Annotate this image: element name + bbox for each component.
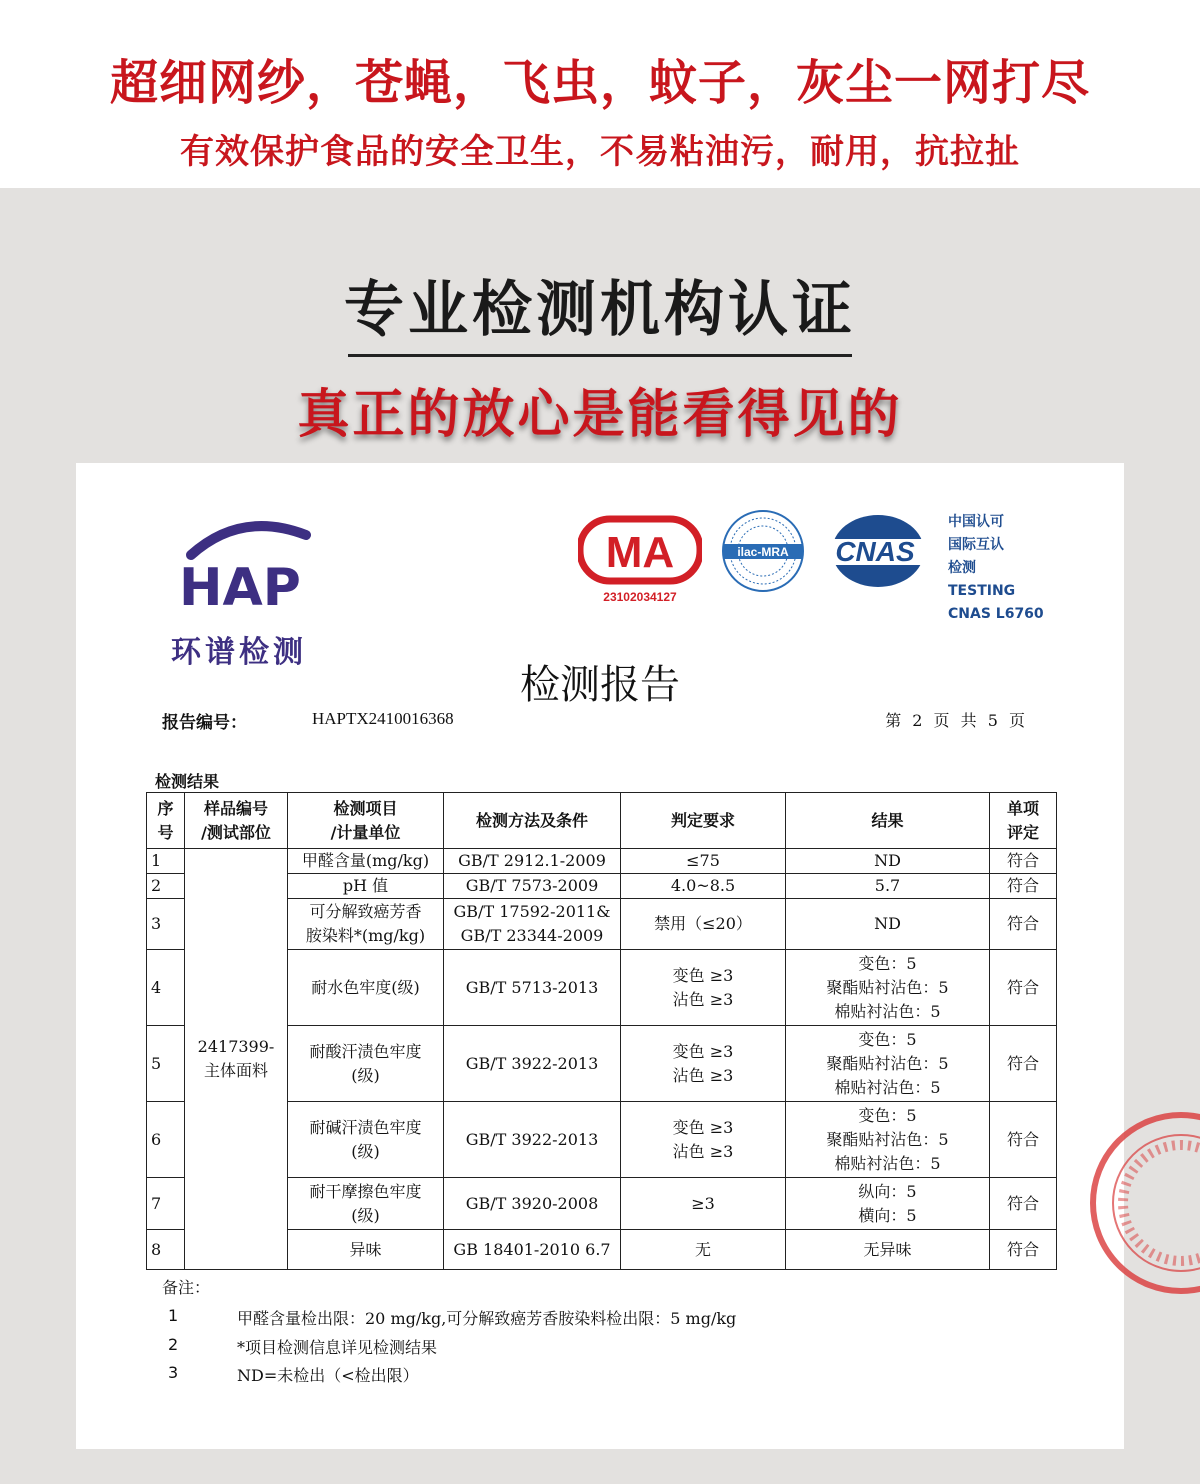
note-number: 3 — [168, 1363, 179, 1382]
cell-line: (级) — [351, 1141, 380, 1161]
cell-requirement — [621, 849, 786, 874]
cell-item — [288, 1102, 444, 1178]
cell-result — [786, 950, 990, 1026]
cell-seq: 4 — [147, 950, 185, 1026]
cell-line: ND — [874, 851, 901, 870]
header-requirement: 判定要求 — [621, 793, 786, 849]
cma-seal-icon — [578, 515, 702, 605]
cell-item — [288, 950, 444, 1026]
cell-verdict: 符合 — [990, 1230, 1057, 1270]
header-sample: 样品编号 /测试部位 — [185, 793, 288, 849]
cell-item — [288, 1230, 444, 1270]
cell-line: 聚酯贴衬沾色：5 — [826, 1053, 949, 1073]
cell-line: 甲醛含量(mg/kg) — [301, 851, 430, 870]
cell-line: 主体面料 — [203, 1061, 268, 1080]
notes-label: 备注： — [162, 1278, 211, 1297]
cnas-accreditation-text — [948, 511, 1044, 626]
cell-line: 纵向：5 — [858, 1181, 917, 1201]
cell-seq: 7 — [147, 1178, 185, 1230]
cell-line: 变色：5 — [858, 953, 917, 973]
cell-line: 棉贴衬沾色：5 — [834, 1077, 941, 1097]
cell-line: pH 值 — [342, 876, 389, 895]
report-number-label: 报告编号： — [162, 713, 247, 733]
cell-line: GB/T 3920-2008 — [465, 1193, 599, 1213]
cell-line: GB/T 2912.1-2009 — [458, 851, 606, 870]
cell-line: 耐水色牢度(级) — [311, 977, 420, 997]
cell-seq: 1 — [147, 849, 185, 874]
cell-line: GB/T 5713-2013 — [465, 977, 599, 997]
table-row — [147, 849, 1057, 874]
cell-verdict: 符合 — [990, 1178, 1057, 1230]
cell-requirement — [621, 950, 786, 1026]
cell-line: 变色 ≥3 — [672, 1041, 734, 1061]
cell-line: 2417399- — [197, 1037, 275, 1056]
cell-line: (级) — [351, 1205, 380, 1225]
cell-verdict: 符合 — [990, 849, 1057, 874]
note-text: *项目检测信息详见检测结果 — [237, 1338, 438, 1357]
cell-result — [786, 849, 990, 874]
cell-verdict: 符合 — [990, 1026, 1057, 1102]
cell-seq: 3 — [147, 899, 185, 950]
cell-item — [288, 874, 444, 899]
cell-item — [288, 899, 444, 950]
cell-sample-id — [185, 849, 288, 1270]
cell-requirement — [621, 1102, 786, 1178]
cell-requirement — [621, 899, 786, 950]
cell-line: 沾色 ≥3 — [672, 1141, 734, 1161]
cell-line: ND — [874, 914, 901, 933]
lab-name: 环谱检测 — [171, 635, 307, 670]
cell-line: 异味 — [349, 1239, 382, 1259]
cnas-line: 国际互认 — [948, 537, 1004, 553]
cell-line: 横向：5 — [858, 1205, 917, 1225]
cell-line: GB/T 23344-2009 — [460, 926, 604, 945]
header-item: 检测项目 /计量单位 — [288, 793, 444, 849]
cell-seq: 6 — [147, 1102, 185, 1178]
cell-result — [786, 1026, 990, 1102]
cnas-line: CNAS L6760 — [948, 606, 1044, 622]
page-info: 第 2 页 共 5 页 — [885, 711, 1028, 730]
cell-line: 棉贴衬沾色：5 — [834, 1153, 941, 1173]
cell-method — [444, 849, 621, 874]
cnas-line: 检测 — [948, 560, 976, 576]
cell-result — [786, 1230, 990, 1270]
test-report-document — [76, 463, 1124, 1449]
cell-result — [786, 1178, 990, 1230]
cell-seq: 2 — [147, 874, 185, 899]
cell-verdict: 符合 — [990, 950, 1057, 1026]
cell-method — [444, 1026, 621, 1102]
cell-line: 5.7 — [874, 876, 901, 895]
cell-line: 沾色 ≥3 — [672, 989, 734, 1009]
cell-line: 变色 ≥3 — [672, 1117, 734, 1137]
cell-line: 耐碱汗渍色牢度 — [309, 1117, 422, 1137]
cell-result — [786, 874, 990, 899]
note-text: 甲醛含量检出限：20 mg/kg,可分解致癌芳香胺染料检出限：5 mg/kg — [237, 1309, 737, 1328]
red-inspection-stamp-icon — [1086, 1108, 1200, 1298]
cell-line: 聚酯贴衬沾色：5 — [826, 1129, 949, 1149]
table-header-row — [147, 793, 1057, 849]
hap-logo-text: HAP — [179, 558, 301, 615]
cell-line: ≥3 — [691, 1193, 715, 1213]
cell-line: 胺染料*(mg/kg) — [305, 926, 426, 945]
cell-line: GB/T 7573-2009 — [465, 876, 599, 895]
cell-line: GB 18401-2010 6.7 — [453, 1239, 611, 1259]
cell-line: 聚酯贴衬沾色：5 — [826, 977, 949, 997]
cell-method — [444, 950, 621, 1026]
cell-line: 变色：5 — [858, 1029, 917, 1049]
cell-line: 4.0~8.5 — [670, 876, 736, 895]
cell-requirement — [621, 1230, 786, 1270]
cell-result — [786, 899, 990, 950]
cell-verdict: 符合 — [990, 1102, 1057, 1178]
cell-requirement — [621, 1178, 786, 1230]
cell-verdict: 符合 — [990, 899, 1057, 950]
cell-line: ≤75 — [686, 851, 720, 870]
headline-secondary: 有效保护食品的安全卫生，不易粘油污，耐用，抗拉扯 — [180, 132, 1020, 172]
cell-line: 无异味 — [863, 1239, 912, 1259]
note-number: 2 — [168, 1335, 179, 1354]
cell-item — [288, 1178, 444, 1230]
cell-item — [288, 1026, 444, 1102]
title-divider — [348, 354, 852, 357]
note-text: ND=未检出（<检出限） — [237, 1366, 419, 1385]
cell-line: GB/T 17592-2011& — [453, 902, 611, 921]
cell-item — [288, 849, 444, 874]
header-method: 检测方法及条件 — [444, 793, 621, 849]
cell-line: 变色：5 — [858, 1105, 917, 1125]
cell-line: GB/T 3922-2013 — [465, 1129, 599, 1149]
cell-line: 棉贴衬沾色：5 — [834, 1001, 941, 1021]
cnas-seal-icon — [822, 513, 928, 589]
header-verdict: 单项 评定 — [990, 793, 1057, 849]
ilac-seal-text: ilac-MRA — [737, 545, 789, 559]
cell-verdict: 符合 — [990, 874, 1057, 899]
cell-line: GB/T 3922-2013 — [465, 1053, 599, 1073]
cell-method — [444, 1178, 621, 1230]
cell-line: 变色 ≥3 — [672, 965, 734, 985]
cell-method — [444, 1230, 621, 1270]
cell-requirement — [621, 1026, 786, 1102]
headline-primary: 超细网纱，苍蝇，飞虫，蚊子，灰尘一网打尽 — [109, 55, 1090, 111]
results-label: 检测结果 — [155, 772, 220, 791]
cma-number: 23102034127 — [603, 590, 677, 604]
section-slogan: 真正的放心是能看得见的 — [297, 385, 903, 445]
cma-seal-text: MA — [605, 528, 675, 577]
hap-logo-icon — [171, 515, 321, 615]
header-seq: 序 号 — [147, 793, 185, 849]
cell-line: 无 — [694, 1239, 711, 1259]
cell-result — [786, 1102, 990, 1178]
report-title: 检测报告 — [520, 662, 680, 708]
results-table — [146, 792, 1057, 1270]
cell-line: 禁用（≤20） — [654, 914, 752, 933]
cell-seq: 5 — [147, 1026, 185, 1102]
section-title: 专业检测机构认证 — [344, 275, 856, 345]
cell-seq: 8 — [147, 1230, 185, 1270]
cell-line: 耐干摩擦色牢度 — [309, 1181, 422, 1201]
cell-method — [444, 874, 621, 899]
cnas-line: 中国认可 — [948, 514, 1004, 530]
cell-line: 耐酸汗渍色牢度 — [309, 1041, 422, 1061]
report-number: HAPTX2410016368 — [312, 709, 454, 728]
cell-line: 可分解致癌芳香 — [309, 902, 422, 921]
cnas-seal-text: CNAS — [835, 536, 915, 567]
cell-line: 沾色 ≥3 — [672, 1065, 734, 1085]
header-result: 结果 — [786, 793, 990, 849]
ilac-mra-seal-icon — [720, 508, 806, 594]
cell-method — [444, 1102, 621, 1178]
cell-requirement — [621, 874, 786, 899]
cell-method — [444, 899, 621, 950]
cnas-line: TESTING — [948, 583, 1016, 599]
note-number: 1 — [168, 1306, 179, 1325]
cell-line: (级) — [351, 1065, 380, 1085]
